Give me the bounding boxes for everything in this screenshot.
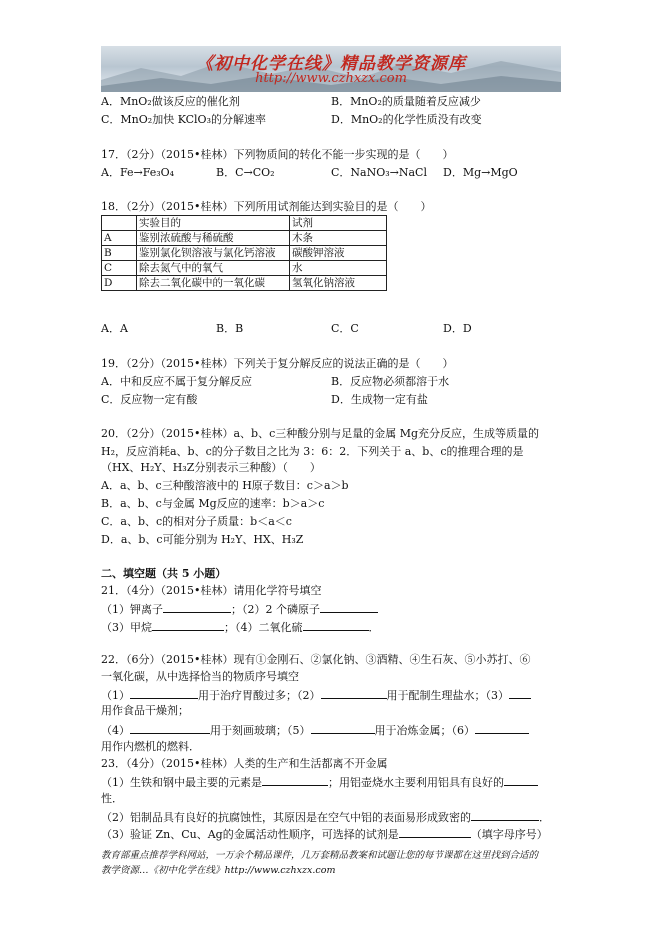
table-cell: 鉴别氯化钡溶液与氯化钙溶液 [137,246,290,261]
answer-blank[interactable] [320,601,378,613]
q23-line4 [101,826,548,842]
banner-url[interactable]: http://www.czhxzx.com [255,71,407,86]
q23-line2: 性． [101,792,123,805]
q18-experiment-table [101,215,387,291]
table-header-cell: 实验目的 [137,216,290,231]
q20-option-a: A．a、b、c三种酸溶液中的 H原子数目：c＞a＞b [101,479,349,492]
q23-label-2: ；用铝壶烧水主要利用铝具有良好的 [328,776,504,789]
answer-blank[interactable] [163,601,231,613]
q17-option-d: D．Mg→MgO [443,166,518,179]
q22-line1 [101,687,531,703]
q21-line1 [101,601,378,617]
answer-blank[interactable] [152,619,224,631]
answer-blank[interactable] [311,722,375,734]
header-banner [101,46,561,92]
answer-blank[interactable] [262,774,328,786]
q22-label-6: 用于冶炼金属；（6） [374,724,475,737]
q23-stem: 23．（4分）（2015•桂林）人类的生产和生活都离不开金属 [101,757,388,770]
q16-option-c: C．MnO₂加快 KClO₃的分解速率 [101,113,266,126]
q23-end: ． [539,811,550,824]
q21-part2-label: ；（2）2 个磷原子 [231,603,320,616]
answer-blank[interactable] [475,722,529,734]
q20-option-b: B．a、b、c与金属 Mg反应的速率：b＞a＞c [101,497,325,510]
answer-blank[interactable] [504,774,538,786]
q21-line2 [101,619,380,635]
q18-option-a: A．A [101,322,128,335]
q20-option-d: D．a、b、c可能分别为 H₂Y、HX、H₃Z [101,533,304,546]
section-title: 二、填空题（共 5 小题） [101,567,227,580]
q18-option-b: B．B [216,322,244,335]
table-cell: 氢氧化钠溶液 [290,276,387,291]
q17-option-c: C．NaNO₃→NaCl [331,166,427,179]
q22-label-3: 用于配制生理盐水；（3） [386,689,509,702]
q20-stem-line1: 20．（2分）（2015•桂林）a、b、c三种酸分别与足量的金属 Mg充分反应，生成等质量的 [101,427,540,440]
table-cell: 除去二氧化碳中的一氧化碳 [137,276,290,291]
q23-label-3: （2）铝制品具有良好的抗腐蚀性，其原因是在空气中铝的表面易形成致密的 [101,811,471,824]
q22-label-2: 用于治疗胃酸过多；（2） [198,689,321,702]
q22-label-4: （4） [101,724,130,737]
q22-stem-line2: 一氧化碳，从中选择恰当的物质序号填空 [101,670,299,683]
q21-part1-label: （1）钾离子 [101,603,163,616]
q23-label-1: （1）生铁和钢中最主要的元素是 [101,776,262,789]
q22-line2: 用作食品干燥剂； [101,704,189,717]
q16-option-b: B．MnO₂的质量随着反应减少 [331,95,481,108]
q21-stem: 21．（4分）（2015•桂林）请用化学符号填空 [101,584,322,597]
q18-option-c: C．C [331,322,359,335]
footer-line1: 教育部重点推荐学科网站，一万余个精品课件，几万套精品教案和试题让您的每节课都在这里找到合适的 [101,850,539,861]
q19-option-b: B．反应物必须都溶于水 [331,375,450,388]
q20-option-c: C．a、b、c的相对分子质量：b＜a＜c [101,515,292,528]
table-row [102,231,387,246]
table-cell: 木条 [290,231,387,246]
table-cell: C [102,261,137,276]
table-row [102,276,387,291]
q22-line3 [101,722,529,738]
table-cell: 除去氮气中的氧气 [137,261,290,276]
q20-stem-line3: （HX、H₂Y、H₃Z分别表示三种酸）（ ） [101,461,321,474]
q16-option-a: A．MnO₂做该反应的催化剂 [101,95,240,108]
table-cell: D [102,276,137,291]
q18-option-d: D．D [443,322,472,335]
q19-option-a: A．中和反应不属于复分解反应 [101,375,252,388]
q17-option-b: B．C→CO₂ [216,166,275,179]
q19-option-d: D．生成物一定有盐 [331,393,428,406]
table-row [102,261,387,276]
q21-end: ． [368,621,380,634]
table-cell: 碳酸钾溶液 [290,246,387,261]
footer-line2: 教学资源…《初中化学在线》http://www.czhxzx.com [101,865,336,876]
q23-line3 [101,809,550,825]
table-row [102,246,387,261]
q16-option-d: D．MnO₂的化学性质没有改变 [331,113,482,126]
answer-blank[interactable] [471,809,539,821]
q22-label-1: （1） [101,689,130,702]
table-header-cell [102,216,137,231]
answer-blank[interactable] [509,687,531,699]
q23-label-4: （3）验证 Zn、Cu、Ag的金属活动性顺序，可选择的试剂是 [101,828,399,841]
answer-blank[interactable] [321,687,387,699]
table-cell: 水 [290,261,387,276]
table-header-cell: 试剂 [290,216,387,231]
table-cell: A [102,231,137,246]
table-cell: 鉴别浓硫酸与稀硫酸 [137,231,290,246]
q21-part3-label: （3）甲烷 [101,621,152,634]
answer-blank[interactable] [303,619,369,631]
q22-label-5: 用于刻画玻璃；（5） [210,724,311,737]
q17-stem: 17．（2分）（2015•桂林）下列物质间的转化不能一步实现的是（ ） [101,148,454,161]
answer-blank[interactable] [130,687,198,699]
q19-option-c: C．反应物一定有酸 [101,393,198,406]
table-header-row [102,216,387,231]
q23-line1 [101,774,538,790]
q22-line4: 用作内燃机的燃料． [101,740,200,753]
q23-label-5: （填字母序号） [470,828,548,841]
q17-option-a: A．Fe→Fe₃O₄ [101,166,175,179]
q20-stem-line2: H₂，反应消耗a、b、c的分子数目之比为 3：6：2．下列关于 a、b、c的推理合理的是 [101,445,524,458]
q19-stem: 19．（2分）（2015•桂林）下列关于复分解反应的说法正确的是（ ） [101,357,454,370]
q22-stem-line1: 22．（6分）（2015•桂林）现有①金刚石、②氯化钠、③酒精、④生石灰、⑤小苏打、⑥ [101,653,531,666]
answer-blank[interactable] [399,826,471,838]
answer-blank[interactable] [130,722,210,734]
q21-part4-label: ；（4）二氧化硫 [224,621,303,634]
q18-stem: 18．（2分）（2015•桂林）下列所用试剂能达到实验目的是（ ） [101,200,432,213]
table-cell: B [102,246,137,261]
banner-title: 《初中化学在线》精品教学资源库 [196,54,466,74]
